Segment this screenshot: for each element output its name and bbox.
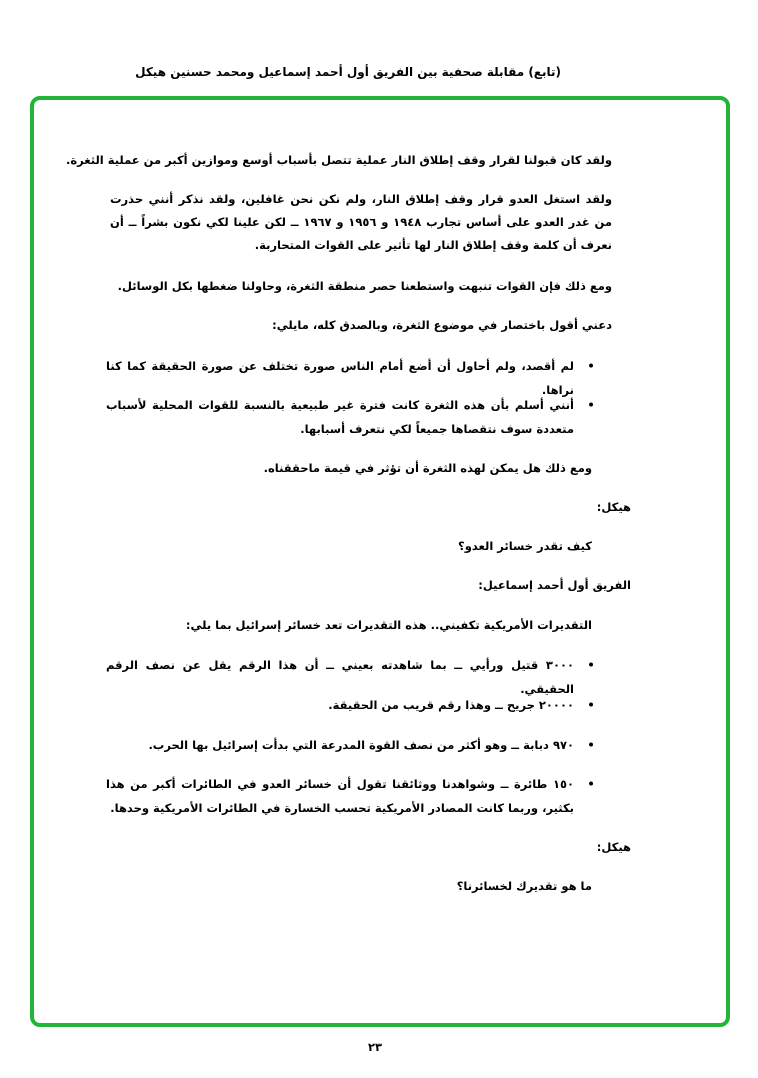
bullet-icon: •: [587, 398, 595, 412]
question: كيف تقدر خسائر العدو؟: [458, 539, 592, 553]
list-item: [106, 393, 596, 441]
paragraph-5: ومع ذلك هل يمكن لهذه الثغرة أن تؤثر في قيمة ماحققناه.: [263, 461, 592, 475]
list-item-text: لم أقصد، ولم أحاول أن أضع أمام الناس صورة تختلف عن صورة الحقيقة كما كنا نراها.: [106, 359, 574, 397]
list-item: [106, 772, 596, 820]
list-item-text: أنني أسلم بأن هذه الثغرة كانت فترة غير طبيعية بالنسبة للقوات المحلية لأسباب متعددة سوف نتقصاها جميعاً لكي نتعرف أسبابها.: [106, 398, 574, 436]
bullet-icon: •: [587, 658, 595, 672]
bullet-icon: •: [587, 698, 595, 712]
paragraph-3: ومع ذلك فإن القوات تنبهت واستطعنا حصر منطقة الثغرة، وحاولنا ضغطها بكل الوسائل.: [117, 279, 612, 293]
list-item-text: ٢٠٠٠٠ جريح ــ وهذا رقم قريب من الحقيقة.: [328, 698, 574, 712]
paragraph-1: ولقد كان قبولنا لقرار وقف إطلاق النار عملية تتصل بأسباب أوسع وموازين أكبر من عملية الثغرة.: [65, 153, 612, 167]
list-item-text: ١٥٠ طائرة ــ وشواهدنا ووثائقنا تقول أن خسائر العدو في الطائرات أكبر من هذا بكثير، وربما كانت المصادر الأمريكية تحسب الخسارة في الطائرات الأمريكية وحدها.: [106, 777, 574, 815]
list-item: [106, 733, 596, 757]
paragraph-6: التقديرات الأمريكية تكفيني.. هذه التقديرات تعد خسائر إسرائيل بما يلي:: [185, 618, 592, 632]
bullet-icon: •: [587, 359, 595, 373]
list-item-text: ٣٠٠٠ قتيل ورأيي ــ بما شاهدته بعيني ــ أن هذا الرقم يقل عن نصف الرقم الحقيقي.: [106, 658, 574, 696]
page-number: ٢٣: [368, 1040, 383, 1054]
speaker-label: هيكل:: [596, 840, 631, 854]
list-item: [106, 693, 596, 717]
page-header-title: (تابع) مقابلة صحفية بين الفريق أول أحمد إسماعيل ومحمد حسنين هيكل: [135, 65, 561, 79]
question: ما هو تقديرك لخسائرنا؟: [456, 879, 592, 893]
bullet-icon: •: [587, 738, 595, 752]
speaker-label: الفريق أول أحمد إسماعيل:: [478, 578, 631, 592]
bullet-icon: •: [587, 777, 595, 791]
paragraph-4: دعني أقول باختصار في موضوع الثغرة، وبالصدق كله، مايلي:: [272, 318, 612, 332]
list-item-text: ٩٧٠ دبابة ــ وهو أكثر من نصف القوة المدرعة التي بدأت إسرائيل بها الحرب.: [148, 738, 574, 752]
speaker-label: هيكل:: [596, 500, 631, 514]
paragraph-2: ولقد استغل العدو قرار وقف إطلاق النار، ولم نكن نحن غافلين، ولقد نذكر أنني حذرت من غدر العدو على أساس تجارب ١٩٤٨ و ١٩٥٦ و ١٩٦٧ ــ لكن علينا لكي نكون بشراً ــ أن نعرف أن كلمة وقف إطلاق النار لها تأثير على القوات المتحاربة.: [110, 192, 613, 252]
